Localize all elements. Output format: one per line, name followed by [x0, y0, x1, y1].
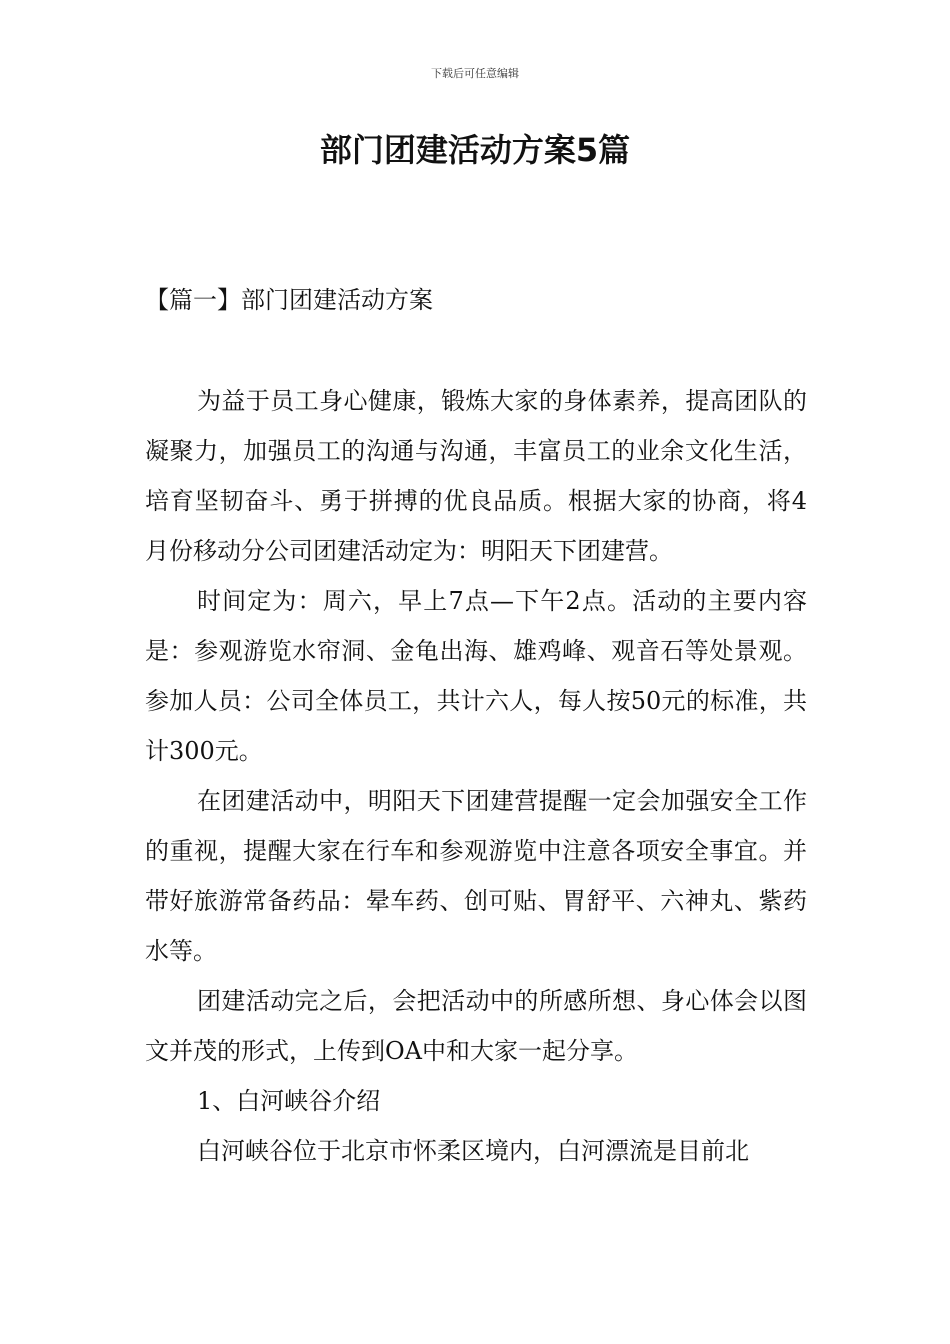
header-note: 下载后可任意编辑 — [431, 67, 519, 80]
paragraph-safety: 在团建活动中，明阳天下团建营提醒一定会加强安全工作的重视，提醒大家在行车和参观游览中注意各项安全事宜。并带好旅游常备药品：晕车药、创可贴、胃舒平、六神丸、紫药水等。 — [145, 787, 807, 965]
paragraph-intro: 为益于员工身心健康，锻炼大家的身体素养，提高团队的凝聚力，加强员工的沟通与沟通，丰富员工的业余文化生活，培育坚韧奋斗、勇于拼搏的优良品质。根据大家的协商，将4月份移动分公司团建活动定为：明阳天下团建营。 — [145, 387, 807, 565]
paragraph-schedule: 时间定为：周六，早上7点—下午2点。活动的主要内容是：参观游览水帘洞、金龟出海、雄鸡峰、观音石等处景观。参加人员：公司全体员工，共计六人，每人按50元的标准，共计300元。 — [145, 587, 807, 765]
section-heading: 【篇一】部门团建活动方案 — [145, 286, 433, 314]
body-text — [145, 376, 807, 1176]
paragraph-canyon: 白河峡谷位于北京市怀柔区境内，白河漂流是目前北 — [197, 1137, 749, 1165]
paragraph-sharing: 团建活动完之后，会把活动中的所感所想、身心体会以图文并茂的形式，上传到OA中和大家一起分享。 — [145, 987, 807, 1065]
paragraph-subheading: 1、白河峡谷介绍 — [197, 1087, 381, 1115]
document-title: 部门团建活动方案5篇 — [319, 131, 631, 169]
